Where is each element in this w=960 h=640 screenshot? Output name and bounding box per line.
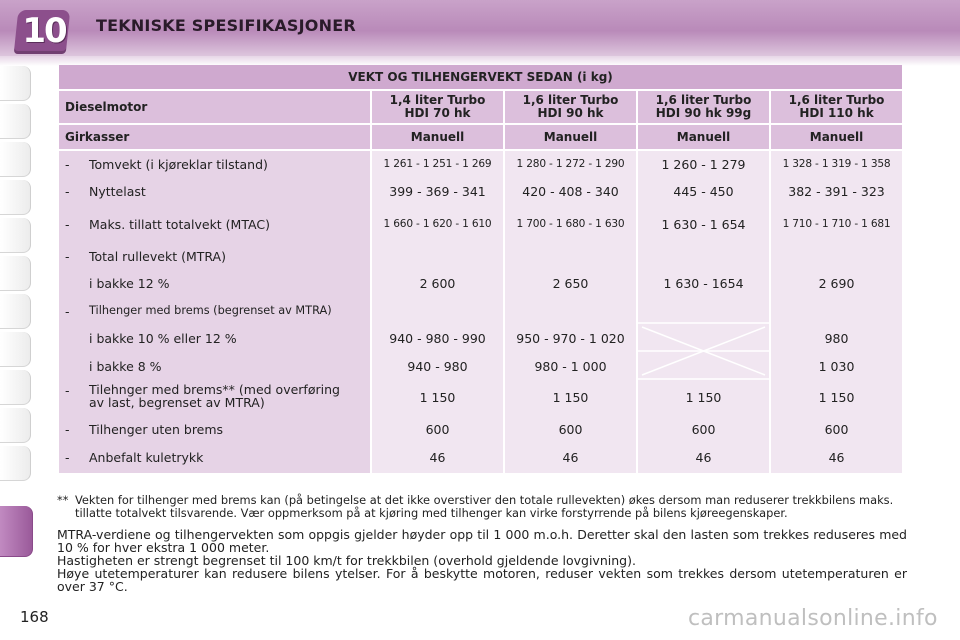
value-cell: 399 - 369 - 341 xyxy=(389,184,486,199)
gearbox-value: Manuell xyxy=(372,125,503,149)
value-cell: 940 - 980 xyxy=(407,359,468,374)
chapter-tab[interactable] xyxy=(0,180,31,215)
value-cell: 1 150 xyxy=(419,390,456,405)
value-column xyxy=(505,151,636,473)
value-cell: 1 660 - 1 620 - 1 610 xyxy=(383,218,492,230)
note-paragraph: MTRA-verdiene og tilhengervekten som oppgis gjelder høyder opp til 1 000 m.o.h. Deretter skal den lasten som trekkes reduseres med 10 % for hver ekstra 1 000 meter. xyxy=(57,527,907,555)
value-cell: 46 xyxy=(562,450,579,465)
watermark: carmanualsonline.info xyxy=(688,606,938,631)
chapter-tabs xyxy=(0,66,32,562)
engine-header: 1,4 liter Turbo HDI 70 hk xyxy=(372,91,503,123)
chapter-title: TEKNISKE SPESIFIKASJONER xyxy=(96,16,356,35)
notes xyxy=(57,528,907,593)
page-number: 168 xyxy=(20,608,49,626)
value-cell: 2 600 xyxy=(419,276,456,291)
chapter-tab[interactable] xyxy=(0,332,31,367)
value-cell: 46 xyxy=(695,450,712,465)
weight-spec-table xyxy=(57,63,904,475)
note-paragraph: Høye utetemperaturer kan redusere bilens ytelser. For å beskytte motoren, reduser vekten som trekkes dersom utetemperaturen er over 37 °C. xyxy=(57,566,907,594)
value-cell: 445 - 450 xyxy=(673,184,734,199)
chapter-tab[interactable] xyxy=(0,256,31,291)
value-cell: 600 xyxy=(425,422,450,437)
note-paragraph: Hastigheten er strengt begrenset til 100 km/t for trekkbilen (overhold gjeldende lovgivning). xyxy=(57,553,636,568)
value-cell: 1 700 - 1 680 - 1 630 xyxy=(516,218,625,230)
value-column xyxy=(372,151,503,473)
value-cell: 980 xyxy=(824,331,849,346)
chapter-tab[interactable] xyxy=(0,370,31,405)
chapter-tab[interactable] xyxy=(0,218,31,253)
value-cell: 980 - 1 000 xyxy=(534,359,607,374)
value-cell: 2 650 xyxy=(552,276,589,291)
value-cell: 46 xyxy=(429,450,446,465)
value-cell: 1 150 xyxy=(818,390,855,405)
value-cell: 1 150 xyxy=(685,390,722,405)
gearbox-value: Manuell xyxy=(771,125,902,149)
value-cell: 1 150 xyxy=(552,390,589,405)
chapter-tab[interactable] xyxy=(0,104,31,139)
value-cell: 600 xyxy=(824,422,849,437)
value-cell: 420 - 408 - 340 xyxy=(522,184,619,199)
gearbox-value: Manuell xyxy=(505,125,636,149)
value-cell: 600 xyxy=(558,422,583,437)
value-column xyxy=(638,151,769,473)
chapter-tab[interactable] xyxy=(0,142,31,177)
chapter-tab[interactable] xyxy=(0,66,31,101)
value-cell: 2 690 xyxy=(818,276,855,291)
value-cell: 1 261 - 1 251 - 1 269 xyxy=(383,158,492,170)
chapter-tab[interactable] xyxy=(0,446,31,481)
value-cell: 382 - 391 - 323 xyxy=(788,184,885,199)
table-title: VEKT OG TILHENGERVEKT SEDAN (i kg) xyxy=(59,65,902,89)
value-cell: 1 280 - 1 272 - 1 290 xyxy=(516,158,625,170)
engine-header: 1,6 liter Turbo HDI 90 hk 99g xyxy=(638,91,769,123)
gearbox-row xyxy=(59,125,902,149)
value-cell: 1 630 - 1654 xyxy=(663,276,744,291)
engine-label: Dieselmotor xyxy=(59,91,370,123)
gearbox-label: Girkasser xyxy=(59,125,370,149)
footnote xyxy=(57,494,907,520)
chapter-number: 10 xyxy=(22,11,66,51)
value-cell: 950 - 970 - 1 020 xyxy=(516,331,625,346)
value-cell: 46 xyxy=(828,450,845,465)
value-cell: 1 710 - 1 710 - 1 681 xyxy=(782,218,891,230)
engine-header: 1,6 liter Turbo HDI 90 hk xyxy=(505,91,636,123)
table-title-row xyxy=(59,65,902,89)
value-column xyxy=(771,151,902,473)
table-body xyxy=(59,151,902,473)
value-cell: 1 328 - 1 319 - 1 358 xyxy=(782,158,891,170)
footnote-mark: ** xyxy=(57,493,69,507)
chapter-tab[interactable] xyxy=(0,408,31,443)
chapter-tab-active[interactable] xyxy=(0,506,33,557)
footnote-text: Vekten for tilhenger med brems kan (på betingelse at det ikke overstiver den totale rullevekten) økes dersom man reduserer trekkbilens maks. tillatte totalvekt tilsvarende. Vær oppmerksom på at kjøring med tilhenger kan virke forstyrrende på bilens kjøreegenskaper. xyxy=(75,493,894,520)
value-cell: 1 260 - 1 279 xyxy=(661,157,746,172)
engine-row xyxy=(59,91,902,123)
value-cell: 600 xyxy=(691,422,716,437)
value-cell: 940 - 980 - 990 xyxy=(389,331,486,346)
chapter-tab[interactable] xyxy=(0,294,31,329)
value-cell: 1 630 - 1 654 xyxy=(661,217,746,232)
engine-header: 1,6 liter Turbo HDI 110 hk xyxy=(771,91,902,123)
row-labels: - Tomvekt (i kjøreklar tilstand) - Nyttelast - Maks. tillatt totalvekt (MTAC) - Total rullevekt (MTRA) i bakke 12 % - Tilhenger med brems (begrenset av MTRA) i bakke 10 % eller 12 % i bakke 8 % - Tilehnger med brems** (med overføring av last, begrenset av MTRA) - Tilhenger uten brems - Anbefalt kuletrykk xyxy=(59,151,370,473)
gearbox-value: Manuell xyxy=(638,125,769,149)
value-cell: 1 030 xyxy=(818,359,855,374)
